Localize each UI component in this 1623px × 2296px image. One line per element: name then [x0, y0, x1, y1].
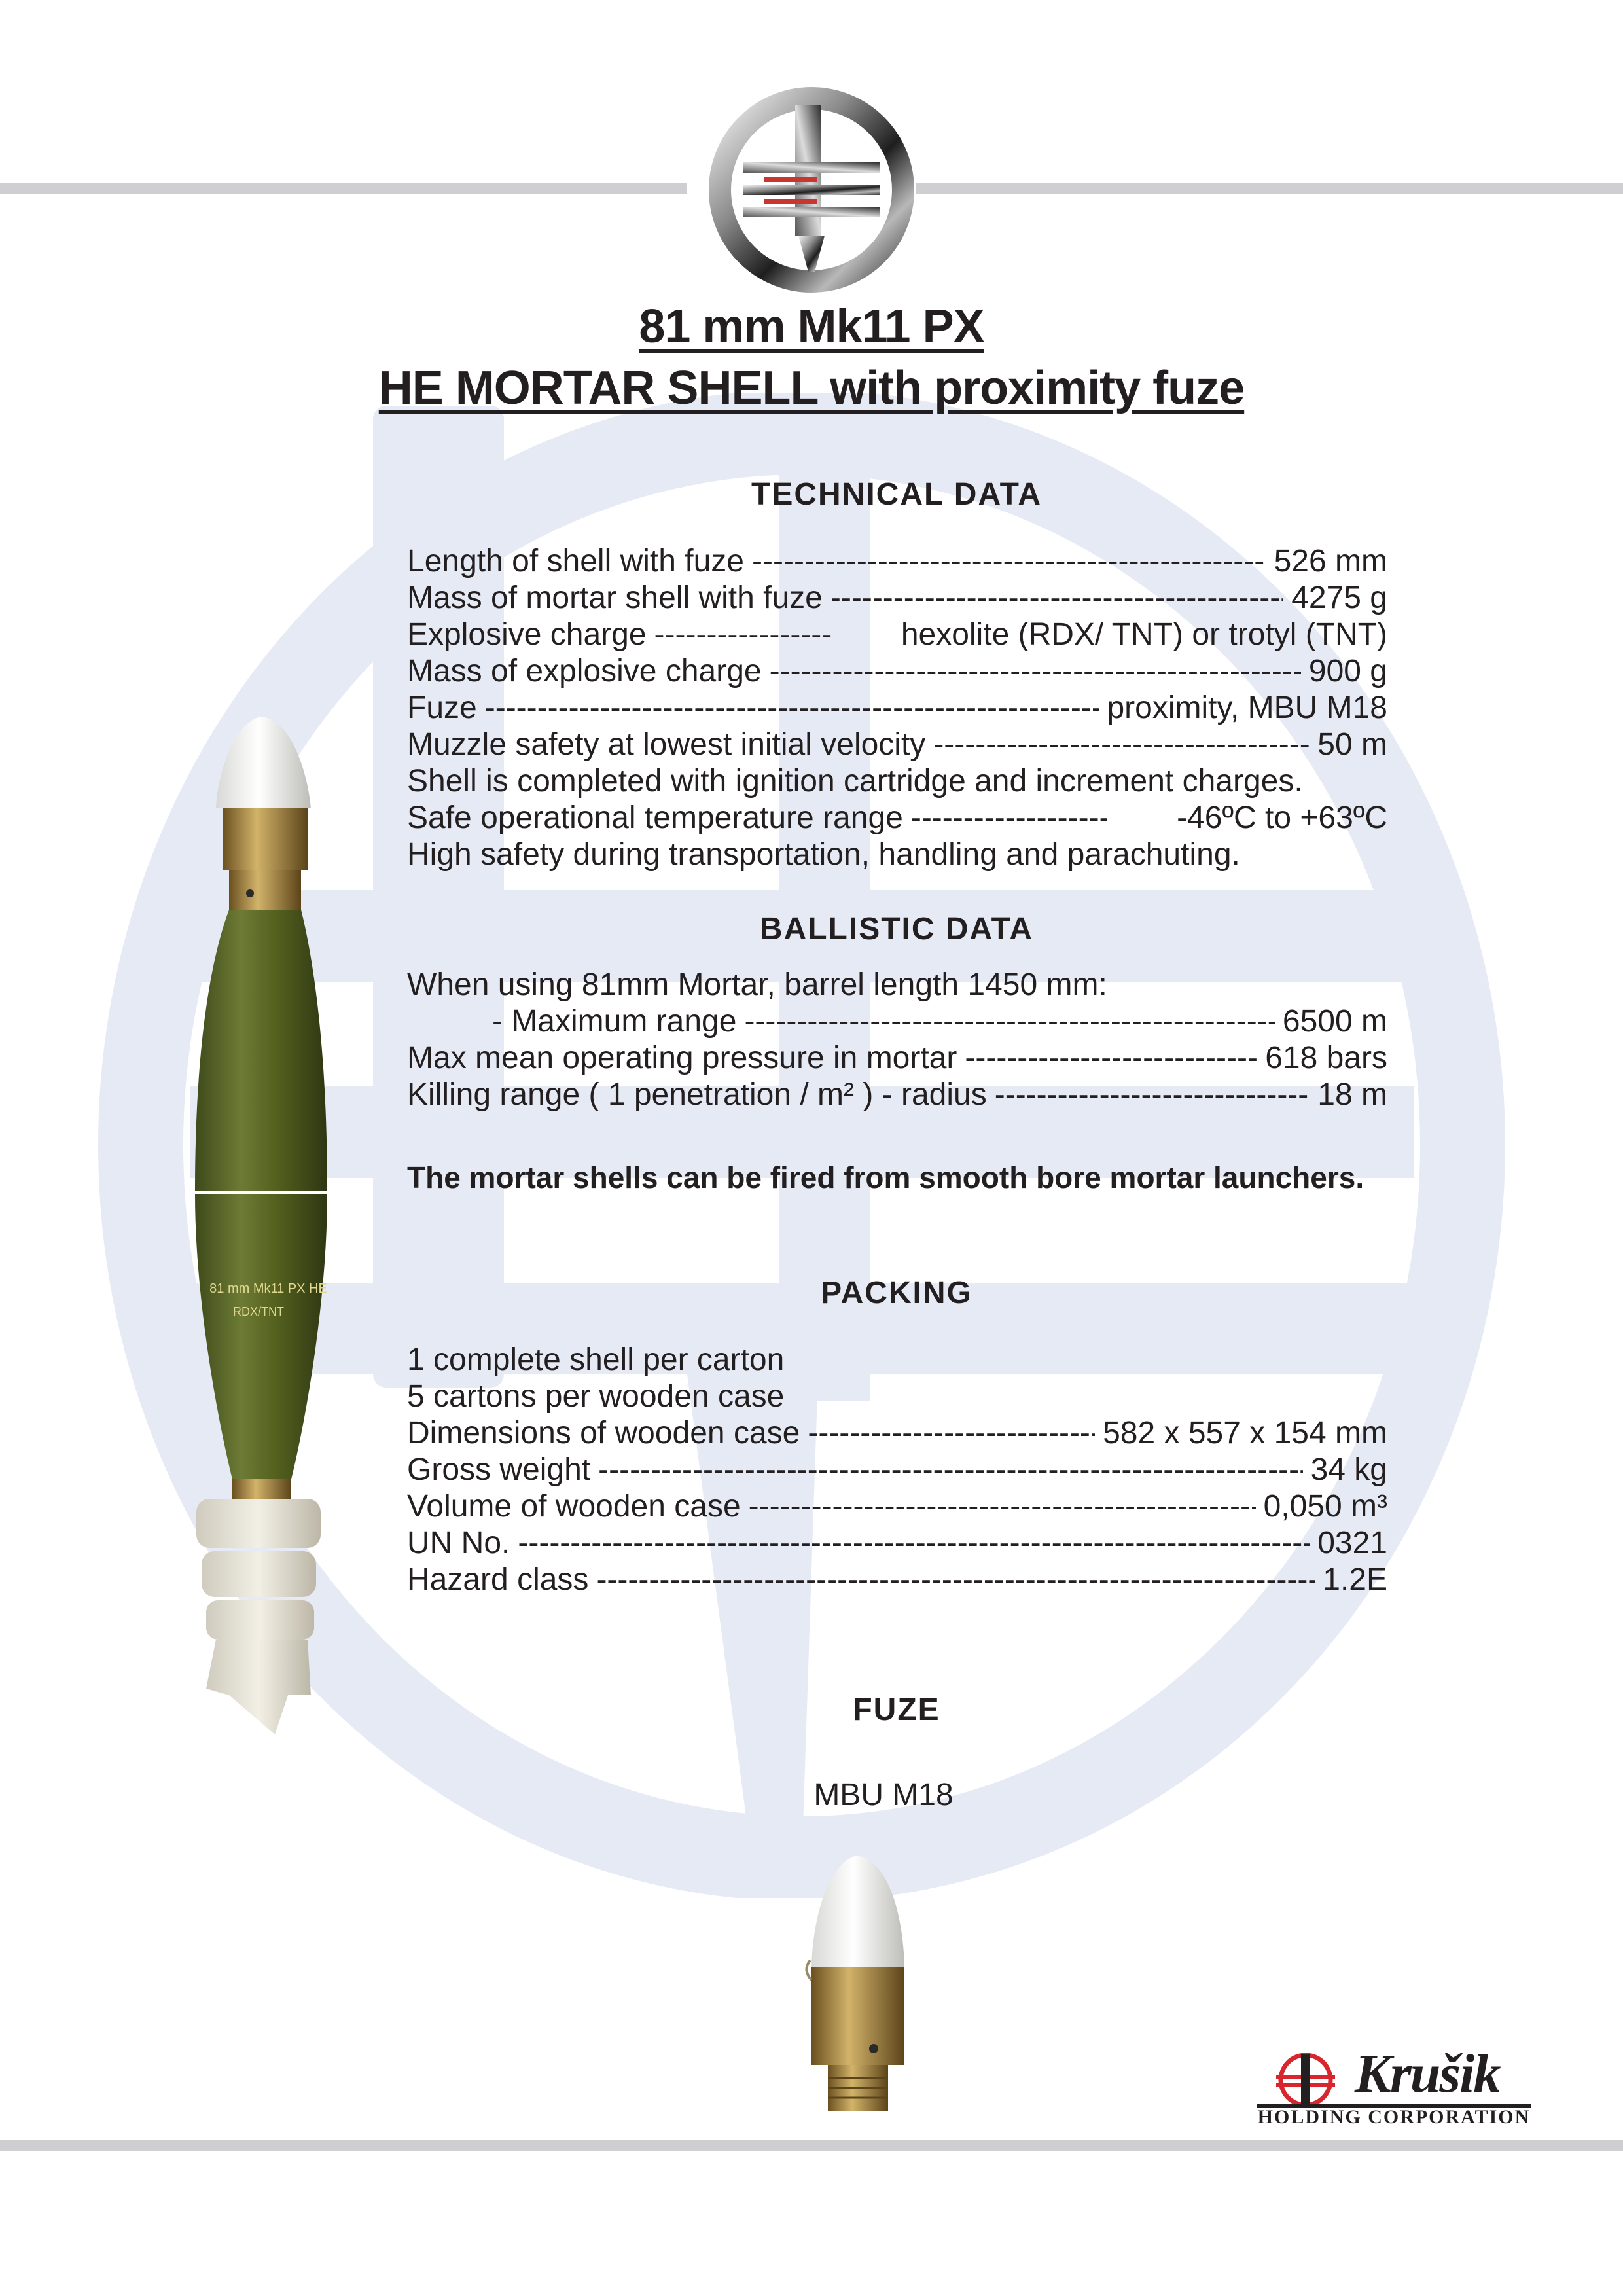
spec-row	[407, 690, 1387, 726]
spec-value: proximity, MBU M18	[1107, 691, 1387, 725]
spec-label: Volume of wooden case	[407, 1489, 741, 1524]
brand-subtitle: HOLDING CORPORATION	[1257, 2106, 1531, 2128]
spec-value: hexolite (RDX/ TNT) or trotyl (TNT)	[901, 617, 1387, 652]
spec-row	[407, 1077, 1387, 1113]
spec-value: 18 m	[1317, 1077, 1387, 1112]
spec-value: 0321	[1317, 1526, 1387, 1560]
spec-label: Gross weight	[407, 1452, 591, 1487]
packing-list	[407, 1342, 1387, 1598]
mortar-shell-image	[177, 713, 347, 1741]
ballistic-data-heading: BALLISTIC DATA	[759, 912, 1034, 946]
spec-row	[407, 580, 1387, 617]
launcher-note: The mortar shells can be fired from smooth bore mortar launchers.	[407, 1160, 1364, 1194]
spec-row	[407, 800, 1387, 836]
spec-value: 900 g	[1308, 654, 1387, 689]
spec-label: Mass of mortar shell with fuze	[407, 581, 823, 615]
spec-label: - Maximum range	[492, 1004, 737, 1039]
fuze-heading: FUZE	[853, 1693, 940, 1727]
spec-row	[407, 1525, 1387, 1562]
company-logo-icon	[707, 85, 916, 295]
spec-row	[407, 1415, 1387, 1452]
leader-dashes	[485, 690, 1099, 726]
top-rule-right	[916, 183, 1623, 194]
page-title-line1: 81 mm Mk11 PX	[639, 300, 984, 353]
spec-value: 618 bars	[1265, 1041, 1387, 1075]
leader-dashes	[744, 1003, 1274, 1040]
spec-row	[407, 1562, 1387, 1598]
page-title-line2: HE MORTAR SHELL with proximity fuze	[378, 362, 1245, 414]
spec-label: Dimensions of wooden case	[407, 1416, 800, 1450]
packing-line: 5 cartons per wooden case	[407, 1379, 785, 1414]
ballistic-data-list	[407, 967, 1387, 1113]
spec-value: 4275 g	[1291, 581, 1387, 615]
spec-value: 34 kg	[1310, 1452, 1387, 1487]
spec-row	[407, 617, 1387, 653]
spec-label: Mass of explosive charge	[407, 654, 762, 689]
packing-heading: PACKING	[821, 1276, 972, 1310]
spec-row	[407, 1488, 1387, 1525]
packing-line: 1 complete shell per carton	[407, 1342, 785, 1377]
leader-dashes	[830, 580, 1283, 617]
spec-label: Muzzle safety at lowest initial velocity	[407, 727, 926, 762]
completion-note: Shell is completed with ignition cartridge and increment charges.	[407, 764, 1303, 798]
brand-name: Krušik	[1355, 2043, 1500, 2104]
spec-value: 526 mm	[1274, 544, 1387, 579]
spec-value: -46ºC to +63ºC	[1177, 800, 1387, 835]
shell-marking-1: 81 mm Mk11 PX HE	[209, 1282, 327, 1296]
leader-dashes	[598, 1452, 1302, 1488]
safety-note: High safety during transportation, handling and parachuting.	[407, 837, 1240, 872]
spec-value: 50 m	[1317, 727, 1387, 762]
spec-label: Killing range ( 1 penetration / m² ) - radius	[407, 1077, 987, 1112]
leader-dashes	[596, 1562, 1315, 1598]
leader-dashes	[911, 800, 1107, 836]
bottom-rule	[0, 2140, 1623, 2151]
spec-label: Length of shell with fuze	[407, 544, 744, 579]
leader-dashes	[933, 726, 1310, 763]
spec-value: 1.2E	[1323, 1562, 1387, 1597]
fuze-model: MBU M18	[813, 1778, 954, 1812]
leader-dashes	[518, 1525, 1310, 1562]
spec-row	[407, 543, 1387, 580]
spec-label: UN No.	[407, 1526, 510, 1560]
leader-dashes	[752, 543, 1266, 580]
spec-label: Explosive charge	[407, 617, 647, 652]
spec-value: 0,050 m³	[1263, 1489, 1387, 1524]
spec-value: 6500 m	[1282, 1004, 1387, 1039]
ballistic-intro: When using 81mm Mortar, barrel length 1450 mm:	[407, 967, 1107, 1002]
spec-label: Max mean operating pressure in mortar	[407, 1041, 957, 1075]
leader-dashes	[654, 617, 831, 653]
spec-row	[407, 726, 1387, 763]
spec-row	[407, 1040, 1387, 1077]
top-rule-left	[0, 183, 687, 194]
fuze-image	[792, 1852, 923, 2134]
leader-dashes	[995, 1077, 1310, 1113]
leader-dashes	[965, 1040, 1257, 1077]
spec-value: 582 x 557 x 154 mm	[1103, 1416, 1387, 1450]
spec-row	[407, 1452, 1387, 1488]
spec-row	[407, 653, 1387, 690]
spec-label: Safe operational temperature range	[407, 800, 903, 835]
leader-dashes	[808, 1415, 1095, 1452]
technical-data-heading: TECHNICAL DATA	[751, 477, 1042, 512]
leader-dashes	[749, 1488, 1256, 1525]
leader-dashes	[770, 653, 1301, 690]
spec-label: Fuze	[407, 691, 477, 725]
technical-data-list	[407, 543, 1387, 873]
spec-row	[407, 1003, 1387, 1040]
shell-marking-2: RDX/TNT	[233, 1305, 284, 1318]
spec-label: Hazard class	[407, 1562, 589, 1597]
